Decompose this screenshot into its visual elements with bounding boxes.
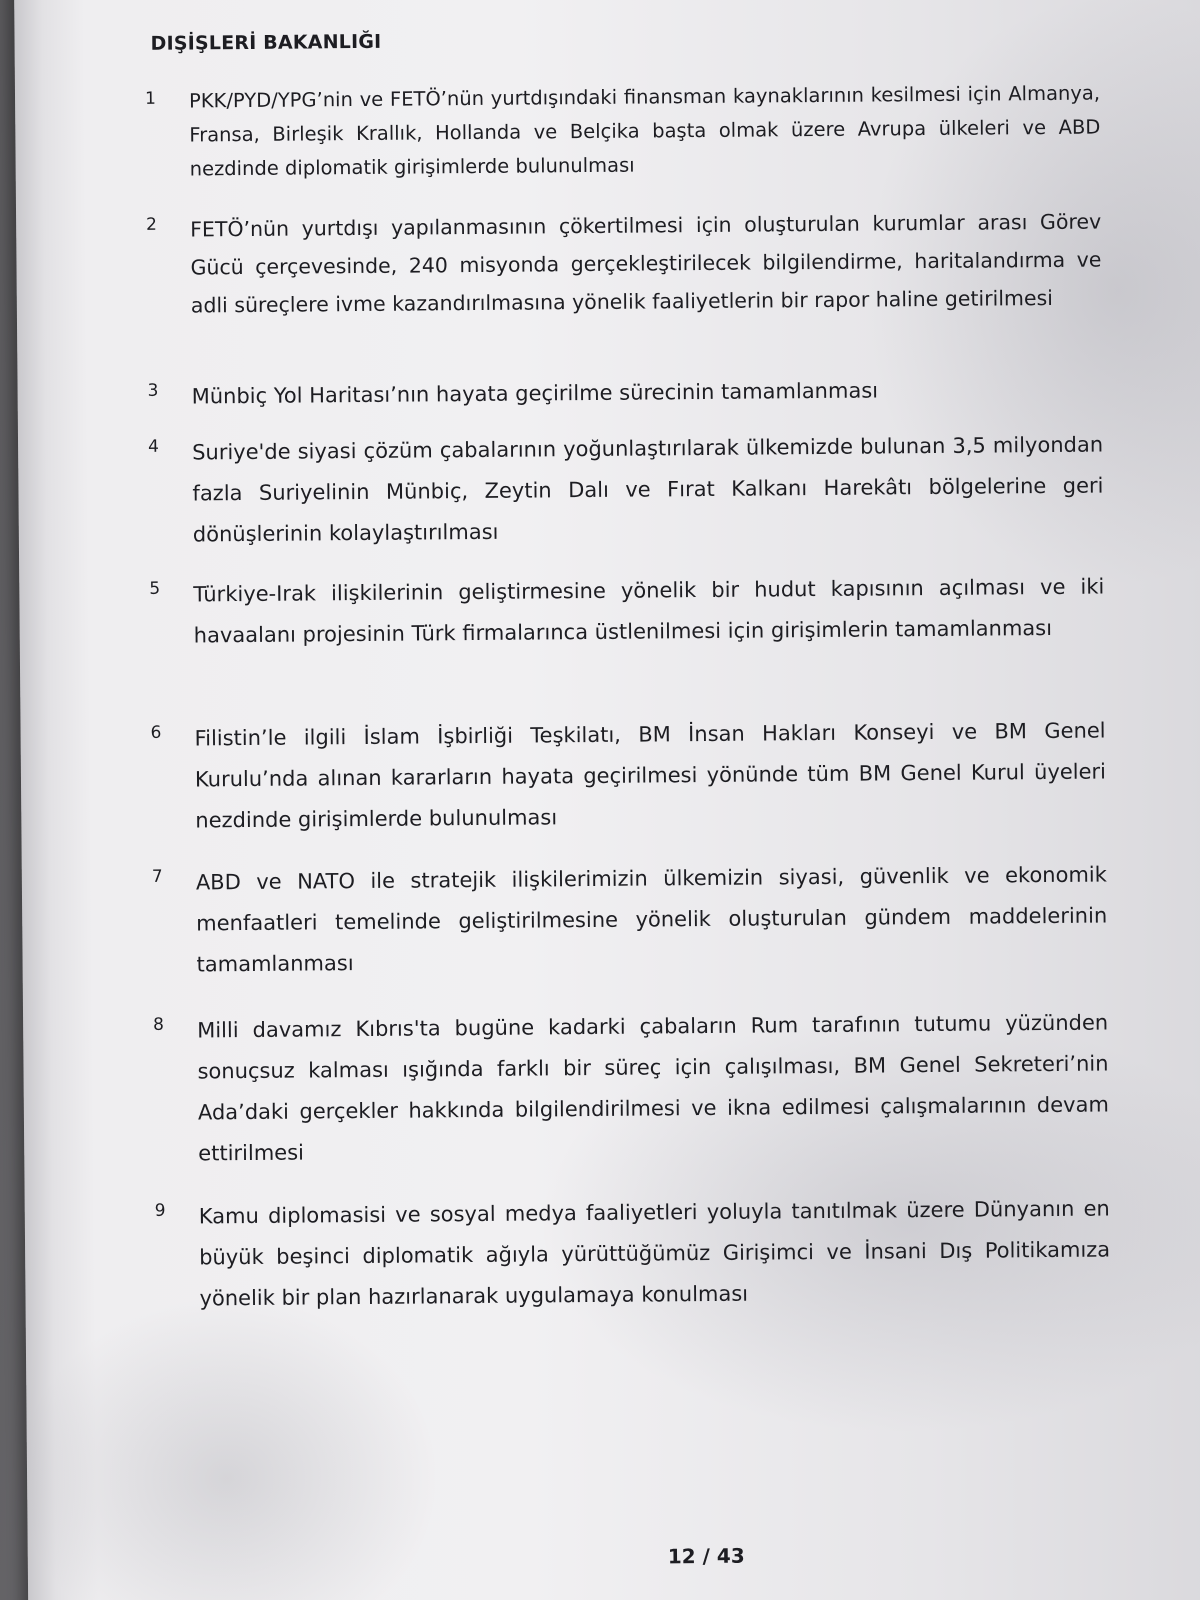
item-number: 4 (147, 436, 159, 457)
item-text: Münbiç Yol Haritası’nın hayata geçirilme sürecinin tamamlanması (191, 378, 879, 409)
item-number: 9 (154, 1200, 166, 1221)
item-text: ABD ve NATO ile stratejik ilişkilerimizin ülkemizin siyasi, güvenlik ve ekonomik menfaatleri temelinde geliştirilmesine yönelik oluşturulan gündem maddelerinin tamamlanması (195, 862, 1108, 977)
list-item (155, 1188, 1111, 1319)
item-text: Suriye'de siyasi çözüm çabalarının yoğunlaştırılarak ülkemizde bulunan 3,5 milyondan fazla Suriyelinin Münbiç, Zeytin Dalı ve Fırat Kalkanı Harekâtı bölgelerine geri dönüşlerinin kolaylaştırılması (192, 432, 1104, 547)
item-text: Kamu diplomasisi ve sosyal medya faaliyetleri yoluyla tanıtılmak üzere Dünyanın en büyük beşinci diplomatik ağıyla yürüttüğümüz Girişimci ve İnsani Dış Politikamıza yönelik bir plan hazırlanarak uygulamaya konulması (198, 1196, 1111, 1311)
list-item (152, 854, 1108, 985)
item-text: Milli davamız Kıbrıs'ta bugüne kadarki çabaların Rum tarafının tutumu yüzünden sonuçsuz kalması ışığında farklı bir süreç için çalışılması, BM Genel Sekreteri’nin Ada’daki gerçekler hakkında bilgilendirilmesi ve ikna edilmesi çalışmalarının devam ettirilmesi (197, 1010, 1109, 1166)
item-number: 8 (153, 1014, 165, 1035)
item-number: 5 (149, 578, 161, 599)
list-item (147, 369, 1102, 418)
list-item (146, 203, 1102, 325)
item-number: 1 (144, 88, 156, 109)
item-number: 6 (150, 722, 162, 743)
list-item (148, 425, 1104, 556)
ministry-header: DIŞİŞLERİ BAKANLIĞI (150, 30, 382, 55)
paper-page (14, 0, 1200, 1600)
page-content (14, 0, 1200, 1600)
list-item (153, 1002, 1109, 1174)
item-text: FETÖ’nün yurtdışı yapılanmasının çökertilmesi için oluşturulan kurumlar arası Görev Gücü çerçevesinde, 240 misyonda gerçekleştirilecek bilgilendirme, haritalandırma ve adli süreçlere ivme kazandırılmasına yönelik faaliyetlerin bir rapor haline getirilmesi (190, 209, 1102, 318)
page-number: 12 / 43 (667, 1543, 745, 1569)
list-item (145, 77, 1101, 187)
item-text: Filistin’le ilgili İslam İşbirliği Teşkilatı, BM İnsan Hakları Konseyi ve BM Genel Kurulu’nda alınan kararların hayata geçirilmesi yönünde tüm BM Genel Kurul üyeleri nezdinde girişimlerde bulunulması (194, 718, 1107, 833)
list-item (149, 567, 1105, 657)
item-text: Türkiye-Irak ilişkilerinin geliştirmesine yönelik bir hudut kapısının açılması ve iki havaalanı projesinin Türk firmalarınca üstlenilmesi için girişimlerin tamamlanması (193, 574, 1105, 648)
item-number: 3 (147, 380, 159, 401)
item-text: PKK/PYD/YPG’nin ve FETÖ’nün yurtdışındaki finansman kaynaklarının kesilmesi için Almanya, Fransa, Birleşik Krallık, Hollanda ve Belçika başta olmak üzere Avrupa ülkeleri ve ABD nezdinde diplomatik girişimlerde bulunulması (188, 81, 1101, 181)
item-number: 2 (146, 214, 158, 235)
item-number: 7 (151, 866, 163, 887)
list-item (150, 711, 1106, 842)
